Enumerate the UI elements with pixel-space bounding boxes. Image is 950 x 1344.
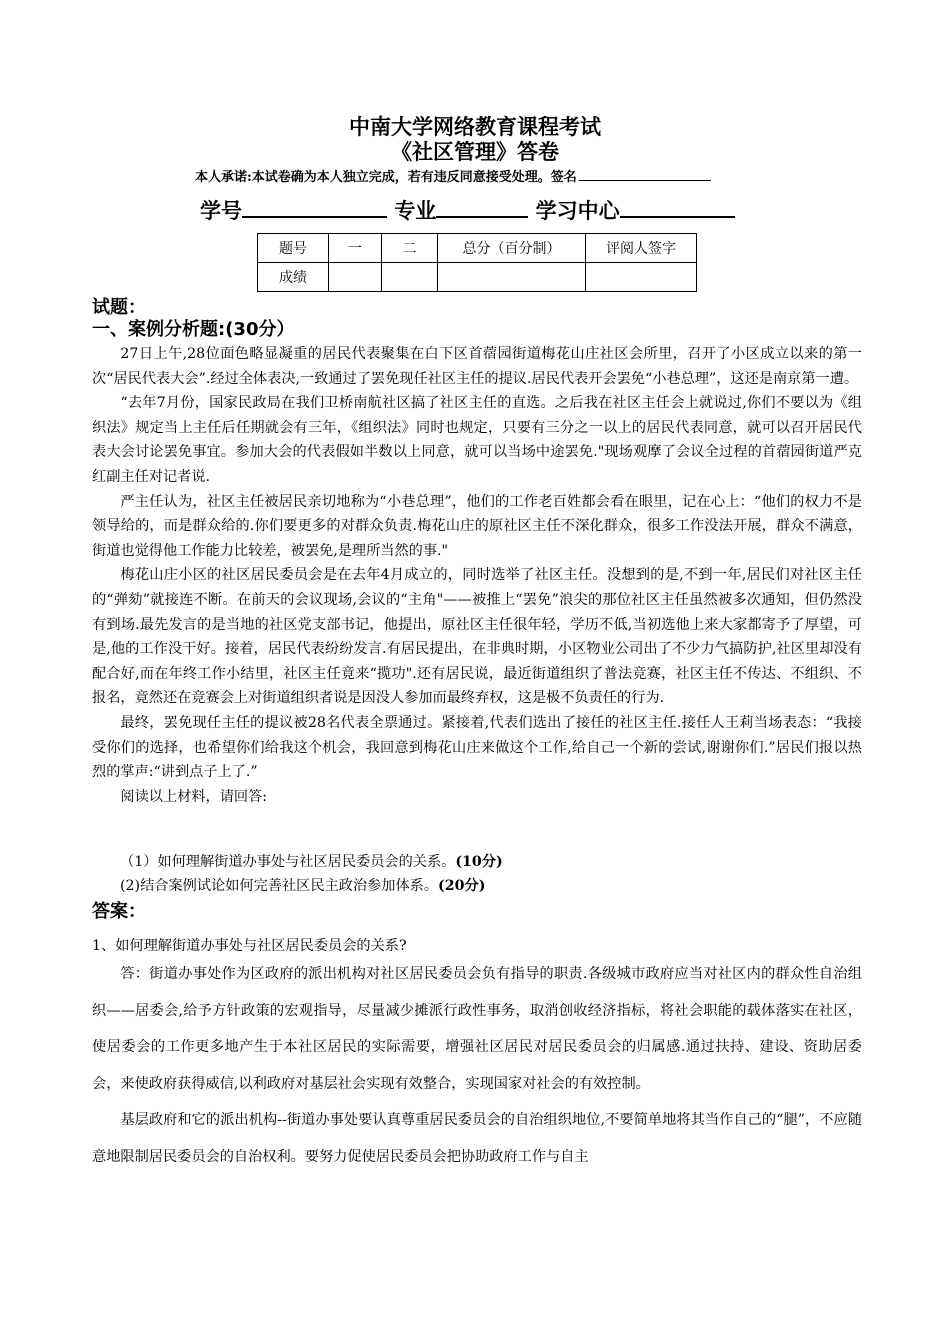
score-cell[interactable] [329,263,382,292]
case-paragraph: 27日上午,28位面色略显凝重的居民代表聚集在白下区首蓿园街道梅花山庄社区会所里，召开了小区成立以来的第一次“居民代表大会”.经过全体表决,一致通过了罢免现任社区主任的提议.居民代表开会罢免“小巷总理”，这还是南京第一遭。 [92,346,862,387]
question-score: (20分) [438,878,486,894]
major-field[interactable] [436,194,528,218]
case-paragraph: “去年7月份，国家民政局在我们卫桥南航社区搞了社区主任的直选。之后我在社区主任会上就说过,你们不要以为《组织法》规定当上主任后任期就会有三年，《组织法》同时也规定，只要有三分之一以上的居民代表同意，就可以召开居民代表大会讨论罢免事宜。参加大会的代表假如半数以上同意，就可以当场中途罢免."现场观摩了会议全过程的首蓿园街道严克红副主任对记者说. [92,395,862,485]
score-header-cell: 评阅人签字 [586,234,697,263]
exam-title: 中南大学网络教育课程考试 [349,114,601,139]
student-id-field[interactable] [242,194,387,218]
score-table-row [258,263,697,292]
question-score: (10分) [455,854,503,870]
score-cell[interactable] [382,263,438,292]
case-paragraph: 梅花山庄小区的社区居民委员会是在去年4月成立的，同时选举了社区主任。没想到的是,不到一年,居民们对社区主任的“弹劾”就接连不断。在前天的会议现场,会议的“主角"——被推上“罢免”浪尖的那位社区主任虽然被多次通知，但仍然没有到场.最先发言的是当地的社区党支部书记，他提出，原社区主任很年轻，学历不低,当初选他上来大家都寄予了厚望，可是,他的工作没干好。接着，居民代表纷纷发言.有居民提出，在非典时期，小区物业公司出了不少力气搞防护,社区里却没有配合好,而在年终工作小结里，社区主任竟来“揽功".还有居民说，最近街道组织了普法竞赛，社区主任不传达、不组织、不报名，竟然还在竞赛会上对街道组织者说是因没人参加而最终弃权，这是极不负责任的行为. [92,567,862,707]
score-table-header-row [258,234,697,263]
score-header-cell: 一 [329,234,382,263]
course-title: 《社区管理》答卷 [391,139,559,164]
case-paragraph: 阅读以上材料，请回答: [120,788,268,805]
answers-heading: 答案： [92,901,146,922]
center-label: 学习中心 [535,198,620,223]
score-header-cell: 二 [382,234,438,263]
student-info-row [200,194,735,226]
question-text: （1）如何理解街道办事处与社区居民委员会的关系。 [120,854,456,870]
answer-paragraph: 基层政府和它的派出机构--街道办事处要认真尊重居民委员会的自治组织地位,不要简单地将其当作自己的“腿”，不应随意地限制居民委员会的自治权利。要努力促使居民委员会把协助政府工作与自主 [92,1112,862,1165]
score-cell[interactable] [438,263,586,292]
score-row-label: 成绩 [258,263,329,292]
signature-line[interactable] [579,167,711,181]
question-1 [120,850,503,874]
answer-text [92,956,862,1175]
score-cell[interactable] [586,263,697,292]
answer-question-1: 1、如何理解街道办事处与社区居民委员会的关系? [92,938,407,954]
student-id-label: 学号 [200,198,242,223]
score-table [257,233,697,292]
question-text: (2)结合案例试论如何完善社区民主政治参加体系。 [120,878,439,894]
case-paragraph: 最终，罢免现任主任的提议被28名代表全票通过。紧接着,代表们选出了接任的社区主任.接任人王莉当场表态：“我接受你们的选择，也希望你们给我这个机会，我回意到梅花山庄来做这个工作,给自己一个新的尝试,谢谢你们.”居民们报以热烈的掌声:“讲到点子上了.” [92,714,862,781]
question-2 [120,874,485,898]
case-text [92,342,862,809]
part1-heading: 一、案例分析题:(30分） [92,319,295,340]
pledge-statement [195,167,711,187]
score-header-cell: 总分（百分制） [438,234,586,263]
answer-paragraph: 答：街道办事处作为区政府的派出机构对社区居民委员会负有指导的职责.各级城市政府应当对社区内的群众性自治组织——居委会,给予方针政策的宏观指导，尽量减少摊派行政性事务，取消创收经济指标，将社会职能的载体落实在社区，使居委会的工作更多地产生于本社区居民的实际需要，增强社区居民对居民委员会的归属感.通过扶持、建设、资助居委会，来使政府获得威信,以利政府对基层社会实现有效整合，实现国家对社会的有效控制。 [92,966,862,1092]
questions-heading: 试题： [92,297,146,318]
case-paragraph: 严主任认为，社区主任被居民亲切地称为“小巷总理”，他们的工作老百姓都会看在眼里，记在心上：“他们的权力不是领导给的，而是群众给的.你们要更多的对群众负责.梅花山庄的原社区主任不深化群众，很多工作没法开展，群众不满意，街道也觉得他工作能力比较差，被罢免,是理所当然的事." [92,493,862,559]
score-header-cell: 题号 [258,234,329,263]
pledge-text: 本人承诺:本试卷确为本人独立完成，若有违反同意接受处理。签名 [195,170,577,185]
major-label: 专业 [394,198,437,223]
center-field[interactable] [620,194,735,218]
